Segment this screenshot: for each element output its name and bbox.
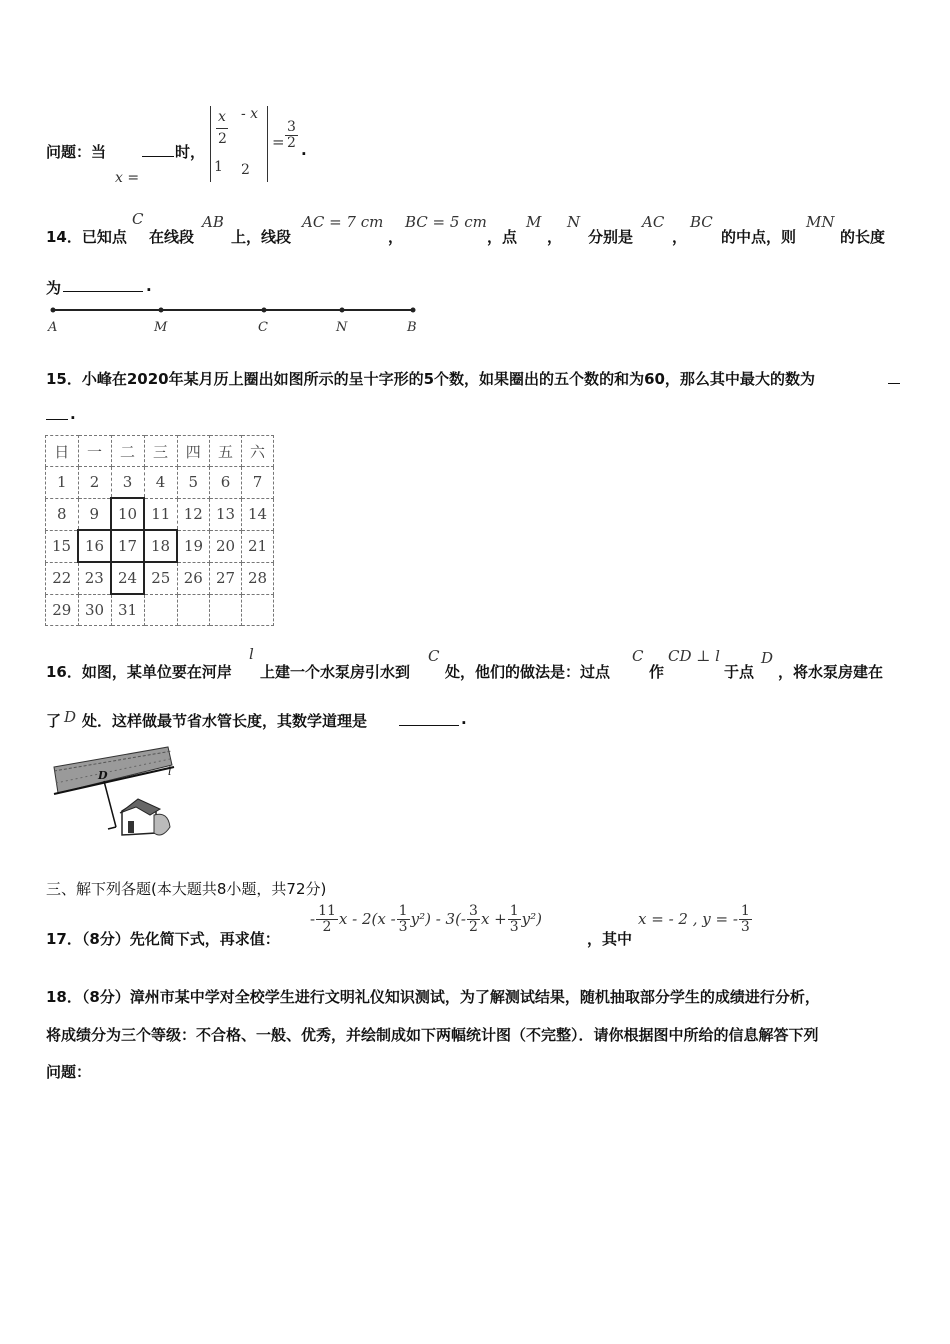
calendar-header: 五 xyxy=(210,436,242,467)
calendar-cell: 29 xyxy=(46,594,79,626)
calendar-cell xyxy=(177,594,210,626)
q16-c: C xyxy=(428,647,440,665)
calendar-header: 二 xyxy=(111,436,144,467)
calendar-cell: 15 xyxy=(46,530,79,562)
q17-expr-b: x - 2(x - xyxy=(338,910,396,929)
q15-text: 15．小峰在2020年某月历上圈出如图所示的呈十字形的5个数，如果圈出的五个数的和为60，那么其中最大的数为 xyxy=(46,370,815,388)
q13-determinant xyxy=(210,106,268,182)
calendar-cell: 31 xyxy=(111,594,144,626)
q16-d: D xyxy=(761,649,774,667)
point-b-dot xyxy=(411,308,416,313)
q14-segment-ab: AB xyxy=(202,213,224,231)
calendar-cell: 14 xyxy=(242,498,274,530)
q14-sep2: ， xyxy=(547,228,563,246)
calendar-cell xyxy=(144,594,177,626)
q14-bc: BC xyxy=(690,213,713,231)
calendar-cell: 1 xyxy=(46,467,79,499)
calendar-cell: 11 xyxy=(144,498,177,530)
q18-line1: 18．（8分）漳州市某中学对全校学生进行文明礼仪知识测试，为了解测试结果，随机抽取部分学生的成绩进行分析， xyxy=(46,988,820,1006)
calendar-row xyxy=(46,467,274,499)
calendar-cell: 9 xyxy=(78,498,111,530)
q14-answer-blank[interactable] xyxy=(63,277,143,292)
q17-f3-den: 2 xyxy=(469,918,478,935)
q16-text2: 上建一个水泵房引水到 xyxy=(260,663,411,681)
q17-expr-d: x + xyxy=(480,910,507,929)
det-d: 2 xyxy=(241,162,250,178)
calendar-cell: 23 xyxy=(78,562,111,594)
q14-text1: 在线段 xyxy=(149,228,195,246)
q14-ac-eq: AC = 7 cm xyxy=(302,213,384,231)
calendar-cell: 5 xyxy=(177,467,210,499)
calendar-cell: 12 xyxy=(177,498,210,530)
calendar-row xyxy=(46,562,274,594)
q17-f2-num: 1 xyxy=(398,903,408,919)
calendar-cell: 19 xyxy=(177,530,210,562)
q17-cond: x = - 2 , y = - xyxy=(638,910,738,929)
det-c: 1 xyxy=(214,159,223,175)
det-b: - x xyxy=(241,106,259,122)
calendar-cell-circled: 24 xyxy=(111,562,144,594)
q17-condition xyxy=(638,904,753,934)
calendar-cell: 3 xyxy=(111,467,144,499)
q16-text3: 处，他们的做法是：过点 xyxy=(445,663,611,681)
q16-text6: ，将水泵房建在 xyxy=(778,663,884,681)
point-a-dot xyxy=(51,308,56,313)
q15-answer-blank-b[interactable] xyxy=(46,405,68,420)
q14-label: 14．已知点 xyxy=(46,228,127,246)
calendar-cell: 6 xyxy=(210,467,242,499)
q17-f5-den: 3 xyxy=(740,918,750,935)
label-c: C xyxy=(258,320,268,335)
point-m-dot xyxy=(159,308,164,313)
calendar-cell: 21 xyxy=(242,530,274,562)
label-a: A xyxy=(48,320,58,335)
q18-line2: 将成绩分为三个等级：不合格、一般、优秀，并绘制成如下两幅统计图（不完整）．请你根据图中所给的信息解答下列 xyxy=(46,1026,819,1044)
calendar-cell: 30 xyxy=(78,594,111,626)
q14-line2: 为 xyxy=(46,279,62,297)
calendar-header: 一 xyxy=(78,436,111,467)
calendar-cell: 27 xyxy=(210,562,242,594)
river-pump-figure xyxy=(50,745,180,845)
calendar-cell xyxy=(210,594,242,626)
q13-mid: 时， xyxy=(175,143,206,161)
q14-mn: MN xyxy=(806,213,835,231)
q14-point-m: M xyxy=(526,213,542,231)
q17-expression xyxy=(310,904,542,934)
q14-text4: 分别是 xyxy=(588,228,634,246)
calendar-cell-circled: 16 xyxy=(78,530,111,562)
q14-sep3: ， xyxy=(672,228,688,246)
q17-expr-c: y²) - 3(- xyxy=(410,910,467,929)
calendar-cell: 13 xyxy=(210,498,242,530)
q17-f1-den: 2 xyxy=(322,918,332,935)
q15-answer-blank-a[interactable] xyxy=(888,369,900,384)
q13-prefix: 问题：当 xyxy=(46,143,107,161)
calendar-cell: 4 xyxy=(144,467,177,499)
point-n-dot xyxy=(340,308,345,313)
figure-label-d: D xyxy=(98,769,108,782)
q14-text3: ，点 xyxy=(487,228,518,246)
calendar-cell: 28 xyxy=(242,562,274,594)
label-b: B xyxy=(407,320,417,335)
q13-variable: x = xyxy=(115,170,140,186)
calendar-header: 三 xyxy=(144,436,177,467)
q14-bc-eq: BC = 5 cm xyxy=(405,213,487,231)
segment-diagram xyxy=(40,300,430,340)
q17-f4-num: 1 xyxy=(509,903,519,919)
house-door xyxy=(128,821,134,833)
calendar-table xyxy=(45,435,274,626)
rhs-num: 3 xyxy=(287,119,296,135)
calendar-header: 日 xyxy=(46,436,79,467)
pipe-end xyxy=(108,827,116,829)
q17-expr-a: - xyxy=(310,910,316,929)
q15-end: . xyxy=(70,405,76,423)
q16-text1: 16．如图，某单位要在河岸 xyxy=(46,663,232,681)
q13-answer-blank[interactable] xyxy=(142,142,174,157)
point-c-dot xyxy=(262,308,267,313)
rhs-den: 2 xyxy=(287,134,296,151)
q17-label: 17．（8分）先化简下式，再求值： xyxy=(46,930,280,948)
q17-f2-den: 3 xyxy=(398,918,408,935)
calendar-row xyxy=(46,594,274,626)
q14-text6: 的长度 xyxy=(840,228,886,246)
q17-f3-num: 3 xyxy=(469,903,478,919)
q18-line3: 问题： xyxy=(46,1063,92,1081)
section3-title: 三、解下列各题(本大题共8小题，共72分) xyxy=(46,880,327,898)
pipe-line xyxy=(104,781,116,827)
calendar-header: 四 xyxy=(177,436,210,467)
q14-line2-end: . xyxy=(146,277,152,295)
calendar-cell-circled: 17 xyxy=(111,530,144,562)
calendar-cell: 26 xyxy=(177,562,210,594)
calendar-cell: 7 xyxy=(242,467,274,499)
q16-line2-a: 了 xyxy=(46,712,62,730)
q14-point-n: N xyxy=(567,213,581,231)
calendar-cell: 20 xyxy=(210,530,242,562)
q17-f1-num: 11 xyxy=(318,903,336,919)
house-tree xyxy=(154,814,170,835)
calendar-header: 六 xyxy=(242,436,274,467)
q16-c2: C xyxy=(632,647,644,665)
q17-where: ，其中 xyxy=(587,930,633,948)
calendar-header-row xyxy=(46,436,274,467)
calendar-cell-circled: 10 xyxy=(111,498,144,530)
calendar-cell: 25 xyxy=(144,562,177,594)
q14-text2: 上，线段 xyxy=(231,228,292,246)
det-a-den: 2 xyxy=(218,131,227,147)
label-n: N xyxy=(336,320,348,335)
det-a: x xyxy=(218,109,226,125)
q17-f4-den: 3 xyxy=(509,918,519,935)
q16-l: l xyxy=(249,645,254,663)
q16-text4: 作 xyxy=(649,663,665,681)
calendar-row xyxy=(46,530,274,562)
label-m: M xyxy=(154,320,168,335)
q16-line2-end: . xyxy=(461,710,467,728)
calendar-cell: 2 xyxy=(78,467,111,499)
calendar-cell xyxy=(242,594,274,626)
calendar-cell: 8 xyxy=(46,498,79,530)
q17-f5-num: 1 xyxy=(740,903,750,919)
q17-expr-e: y²) xyxy=(521,910,542,929)
q13-rhs-fraction xyxy=(284,120,299,150)
q16-perp: CD ⊥ l xyxy=(668,647,720,665)
q16-d2: D xyxy=(64,708,77,726)
q14-point-c: C xyxy=(132,210,144,228)
q16-line2-b: 处．这样做最节省水管长度，其数学道理是 xyxy=(82,712,368,730)
det-a-bar xyxy=(216,128,228,129)
calendar-cell-circled: 18 xyxy=(144,530,177,562)
q14-text5: 的中点，则 xyxy=(721,228,797,246)
q13-end: . xyxy=(301,141,307,159)
calendar-row xyxy=(46,498,274,530)
q16-text5: 于点 xyxy=(724,663,755,681)
figure-label-l: l xyxy=(168,765,172,778)
q14-sep1: ， xyxy=(388,228,404,246)
q16-answer-blank[interactable] xyxy=(399,711,459,726)
q13-equals: = xyxy=(272,133,285,151)
calendar-cell: 22 xyxy=(46,562,79,594)
q14-ac: AC xyxy=(642,213,665,231)
